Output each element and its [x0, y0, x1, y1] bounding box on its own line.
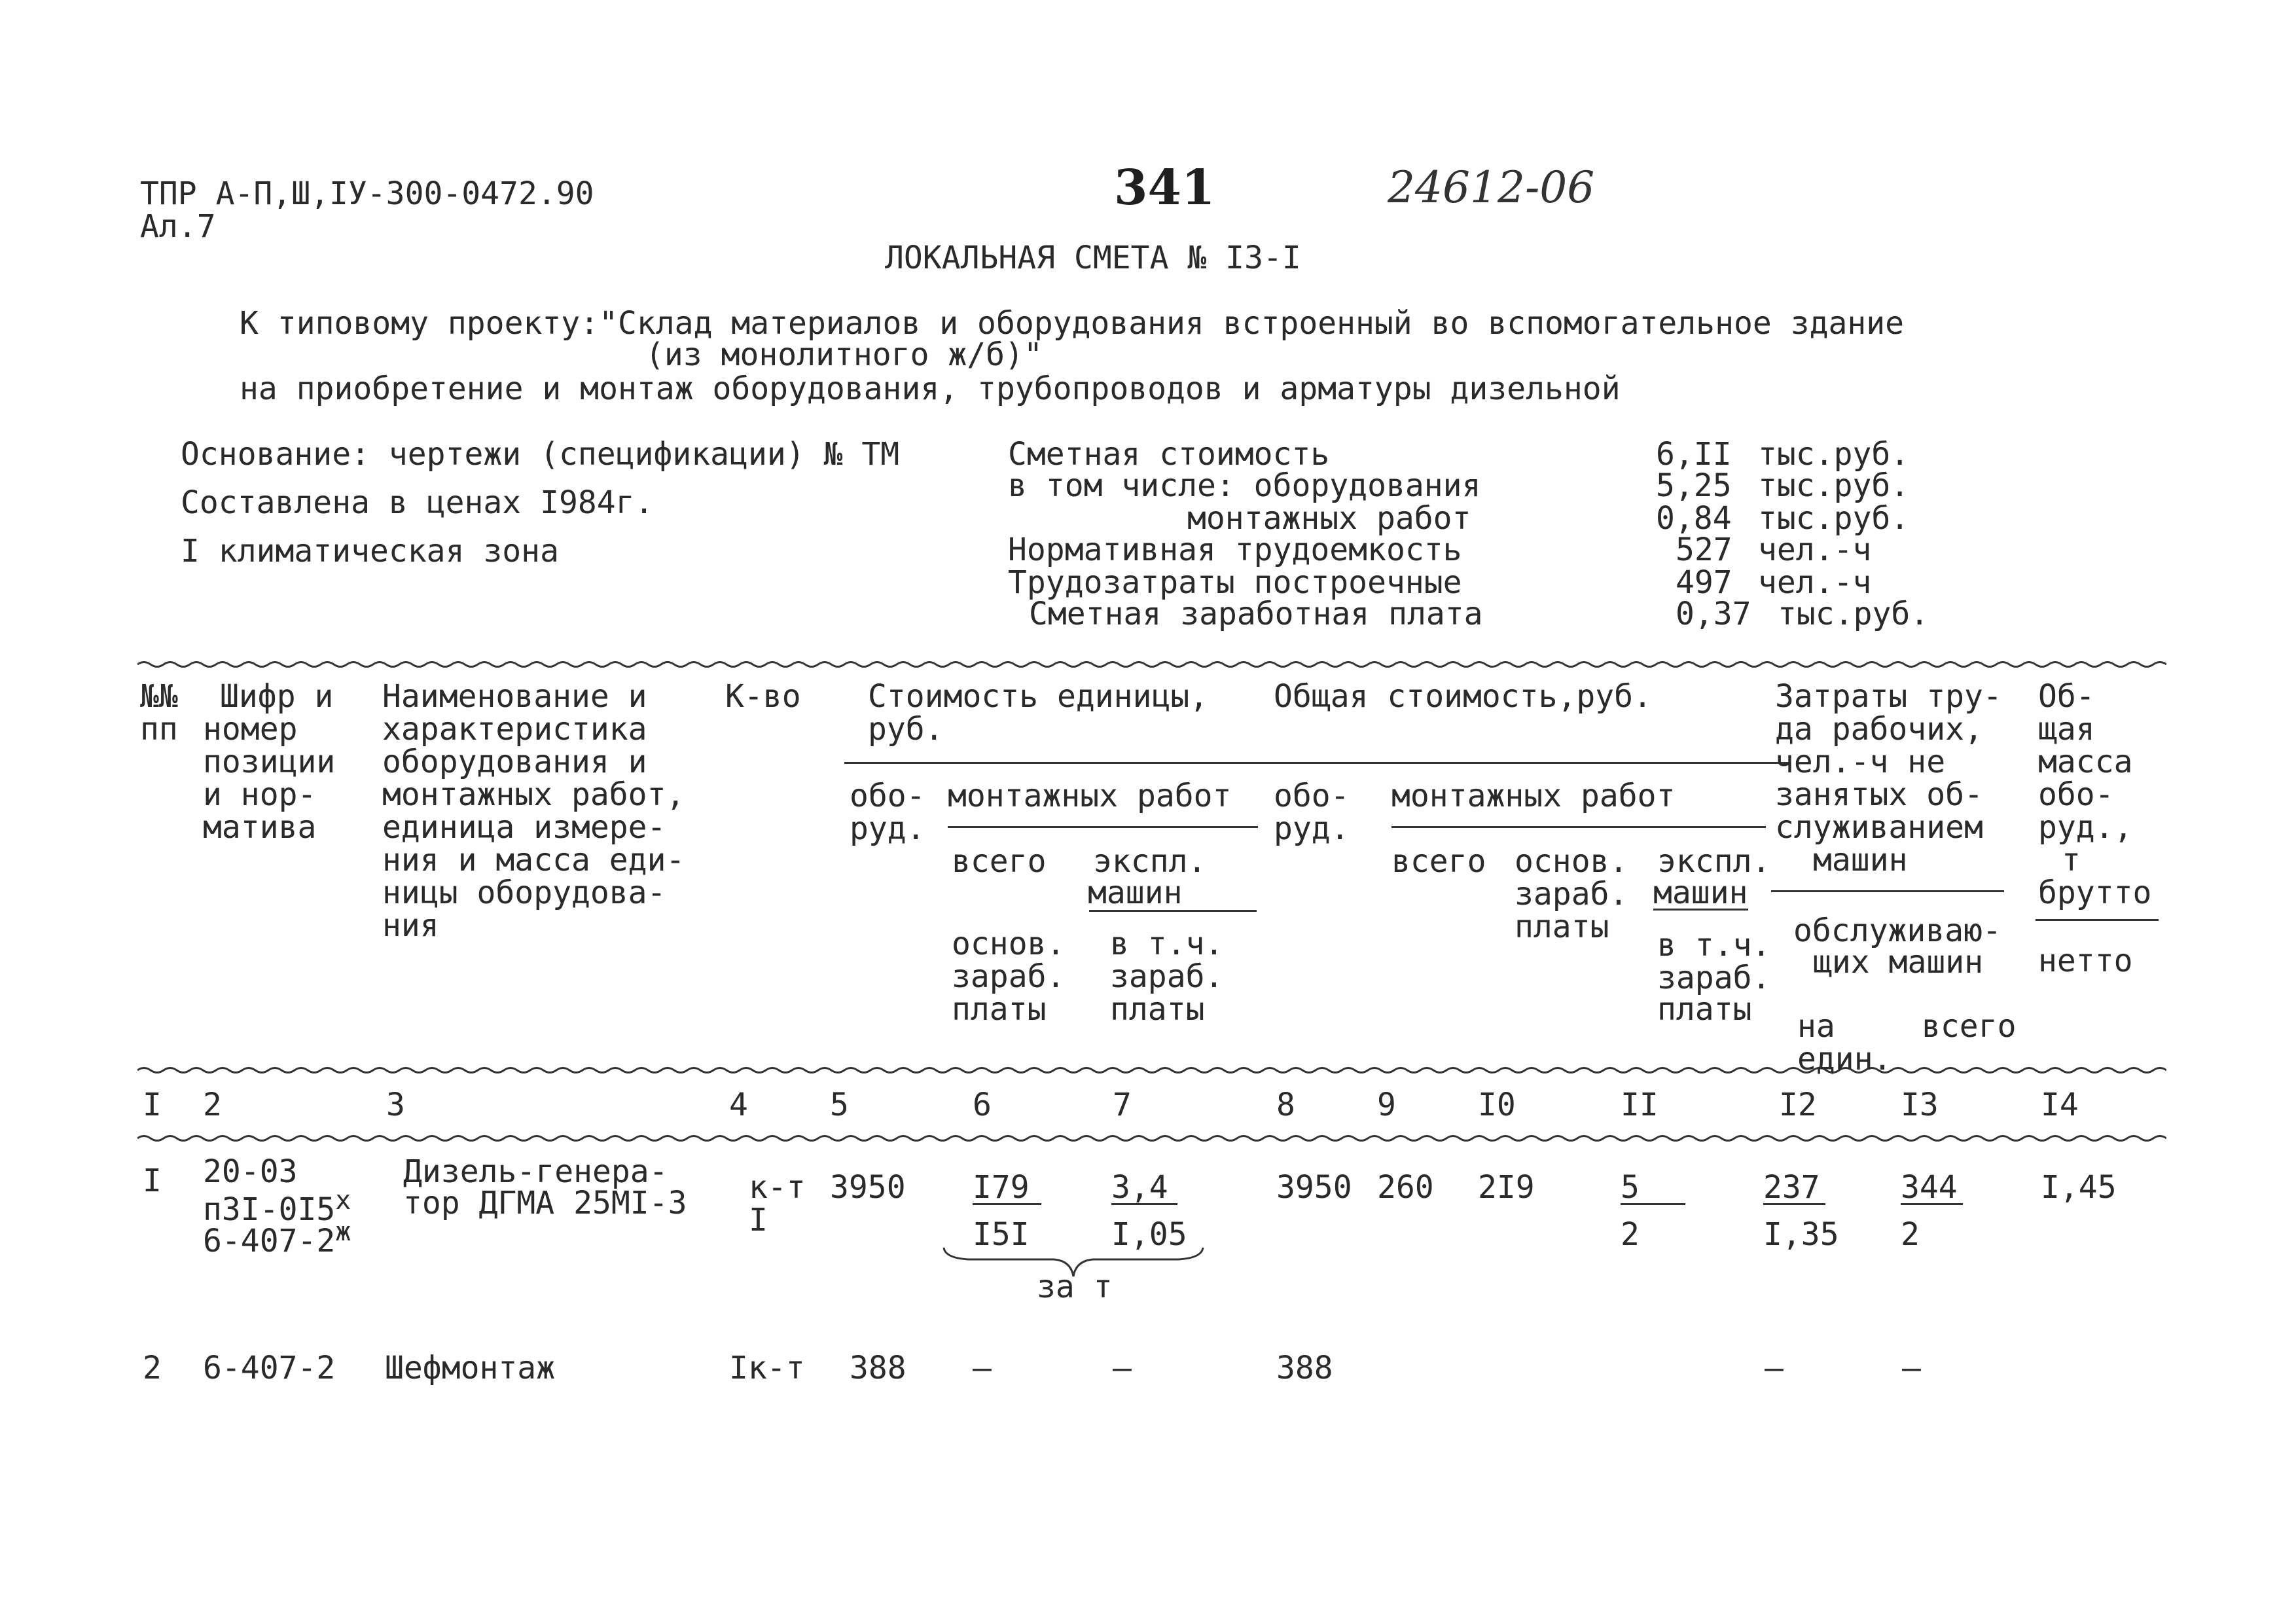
- row-number: 2: [143, 1350, 162, 1386]
- row-code-line: 20-03: [203, 1153, 298, 1190]
- row-labor-unit: 237: [1763, 1172, 1825, 1205]
- column-number: 9: [1377, 1087, 1396, 1123]
- header-install-total-all: всего: [1391, 843, 1486, 880]
- header-base-wage2-line: основ.: [1515, 843, 1628, 880]
- row-code: 6-407-2: [203, 1350, 336, 1386]
- header-rule-install-total: [1391, 826, 1766, 828]
- brace-note: за т: [1037, 1269, 1113, 1305]
- header-mach2-line: экспл.: [1657, 843, 1771, 880]
- header-incl-wage-line: зараб.: [1110, 958, 1224, 995]
- column-number: 8: [1276, 1087, 1295, 1123]
- column-number: II: [1621, 1087, 1659, 1123]
- summary-label: Сметная стоимость: [1008, 436, 1330, 473]
- column-number: I4: [2041, 1087, 2079, 1123]
- header-labor-line: Затраты тру-: [1775, 678, 2002, 715]
- header-code-line: Шифр и: [220, 678, 334, 715]
- header-equip-total: руд.: [1274, 810, 1350, 847]
- header-code-line: позиции: [203, 744, 336, 780]
- header-labor-line: служиванием: [1775, 809, 1983, 846]
- row-mach-unit: 3,4: [1111, 1172, 1177, 1205]
- header-labor-line: чел.-ч не: [1775, 744, 1946, 780]
- basis-climate-zone: I климатическая зона: [181, 533, 559, 569]
- summary-unit: тыс.руб.: [1758, 500, 1910, 537]
- table-top-rule: [137, 660, 2166, 669]
- header-base-wage-line: основ.: [952, 926, 1066, 962]
- page-number: 341: [1114, 160, 1215, 216]
- header-incl-wage-line: платы: [1110, 991, 1205, 1028]
- header-all: всего: [1922, 1008, 2017, 1045]
- header-labor-line: занятых об-: [1775, 776, 1983, 813]
- header-name-line: характеристика: [382, 711, 647, 748]
- row-qty-unit: к-т: [749, 1169, 806, 1206]
- document-title: ЛОКАЛЬНАЯ СМЕТА № I3-I: [885, 240, 1301, 276]
- header-mach-line: машин: [1088, 875, 1183, 911]
- header-name-line: монтажных работ,: [382, 776, 685, 813]
- header-labor-line: машин: [1813, 842, 1908, 878]
- summary-value: 0,84: [1656, 500, 1732, 537]
- row-number: I: [143, 1163, 162, 1199]
- column-number: 5: [830, 1087, 849, 1123]
- row-name-line: Дизель-генера-: [403, 1153, 668, 1190]
- album-label: Ал.7: [140, 208, 216, 245]
- row-install-total: 260: [1377, 1169, 1434, 1206]
- row-name-line: тор ДГМА 25МI-3: [403, 1185, 687, 1221]
- row-mach-wage-total: 2: [1621, 1216, 1640, 1253]
- header-mass-net: нетто: [2038, 943, 2133, 979]
- intro-line-3: на приобретение и монтаж оборудования, трубопроводов и арматуры дизельной: [240, 370, 1621, 407]
- row-labor-serving-unit: I,35: [1763, 1216, 1839, 1253]
- row-labor-serving-total: 2: [1901, 1216, 1920, 1253]
- summary-value: 0,37: [1676, 596, 1751, 632]
- row-name: Шефмонтаж: [385, 1350, 556, 1386]
- header-mass-line: Об-: [2038, 678, 2095, 715]
- header-equip-unit: руд.: [850, 810, 925, 847]
- header-code-line: матива: [203, 809, 317, 846]
- summary-unit: тыс.руб.: [1778, 596, 1929, 632]
- row-mass-gross: I,45: [2041, 1169, 2117, 1206]
- row-install-unit-total: –: [973, 1350, 992, 1386]
- header-base-wage2-line: платы: [1515, 909, 1609, 945]
- row-equip-total: 388: [1276, 1350, 1333, 1386]
- row-equip-unit-cost: 3950: [830, 1169, 906, 1206]
- row-code-line: п3I-0I5$^x$: [203, 1185, 351, 1228]
- row-labor-total: –: [1902, 1350, 1921, 1386]
- header-labor-line: да рабочих,: [1775, 711, 1983, 748]
- header-equip-total: обо-: [1274, 778, 1350, 814]
- header-name-line: ния и масса еди-: [382, 842, 685, 878]
- handwritten-number: 24612-06: [1388, 162, 1595, 213]
- row-mach-unit-wage: I,05: [1111, 1216, 1187, 1253]
- row-labor-total: 344: [1901, 1172, 1963, 1205]
- document-code: ТПР А-П,Ш,IУ-300-0472.90: [140, 175, 594, 212]
- header-rule-cost-groups: [844, 762, 1789, 764]
- row-base-wage-total: 2I9: [1478, 1169, 1535, 1206]
- header-incl-wage2-line: в т.ч.: [1657, 927, 1771, 964]
- header-mass-line: щая: [2038, 711, 2095, 748]
- column-number: 3: [386, 1087, 405, 1123]
- header-qty: К-во: [725, 678, 801, 715]
- row-mach-total: 5: [1621, 1172, 1685, 1205]
- column-number: I0: [1478, 1087, 1516, 1123]
- summary-value: 6,II: [1656, 436, 1732, 473]
- intro-line-1: К типовому проекту:"Склад материалов и оборудования встроенный во вспомогательное здание: [240, 305, 1905, 342]
- row-labor-unit: –: [1765, 1350, 1784, 1386]
- summary-unit: тыс.руб.: [1758, 436, 1910, 473]
- summary-label: Трудозатраты построечные: [1008, 564, 1462, 601]
- header-num-line: №№: [140, 678, 178, 715]
- intro-line-2: (из монолитного ж/б)": [645, 336, 1043, 373]
- header-mach2-line: машин: [1653, 875, 1748, 911]
- header-unit-cost-line: Стоимость единицы,: [868, 678, 1209, 715]
- summary-label: Нормативная трудоемкость: [1008, 532, 1462, 568]
- row-qty: Iк-т: [729, 1350, 805, 1386]
- column-number: 6: [973, 1087, 992, 1123]
- header-base-wage2-line: зараб.: [1515, 876, 1628, 912]
- header-mass-line: т: [2062, 842, 2081, 878]
- header-code-line: номер: [203, 711, 298, 748]
- header-unit-cost-line: руб.: [868, 711, 944, 748]
- column-number: I: [143, 1087, 162, 1123]
- summary-value: 527: [1676, 532, 1732, 568]
- header-install-total: монтажных работ: [1391, 778, 1676, 814]
- header-name-line: ния: [382, 907, 439, 944]
- header-serving-line: щих машин: [1813, 944, 1984, 981]
- summary-label: Сметная заработная плата: [1029, 596, 1483, 632]
- header-base-wage-line: зараб.: [952, 958, 1066, 995]
- header-name-line: ницы оборудова-: [382, 875, 666, 911]
- header-incl-wage-line: в т.ч.: [1110, 926, 1224, 962]
- row-equip-total: 3950: [1276, 1169, 1352, 1206]
- header-num-line: пп: [140, 711, 178, 748]
- header-incl-wage2-line: зараб.: [1657, 960, 1771, 996]
- basis-drawings: Основание: чертежи (спецификации) № ТМ: [181, 436, 900, 473]
- header-mass-line: обо-: [2038, 776, 2114, 813]
- header-equip-unit: обо-: [850, 778, 925, 814]
- header-serving-line: обслуживаю-: [1793, 912, 2001, 949]
- summary-unit: чел.-ч: [1758, 532, 1872, 568]
- summary-value: 497: [1676, 564, 1732, 601]
- summary-unit: чел.-ч: [1758, 564, 1872, 601]
- header-install-unit: монтажных работ: [948, 778, 1232, 814]
- row-equip-unit-cost: 388: [850, 1350, 906, 1386]
- header-code-line: и нор-: [203, 776, 317, 813]
- summary-label: монтажных работ: [1187, 500, 1471, 537]
- row-install-unit-base-wage: I5I: [973, 1216, 1030, 1253]
- header-install-all: всего: [952, 843, 1047, 880]
- header-incl-wage2-line: платы: [1657, 991, 1752, 1028]
- column-number: I3: [1901, 1087, 1939, 1123]
- header-name-line: Наименование и: [382, 678, 647, 715]
- column-number: I2: [1779, 1087, 1817, 1123]
- header-mass-line: брутто: [2038, 875, 2152, 911]
- row-install-unit-total: I79: [973, 1172, 1041, 1205]
- header-rule-mass: [2036, 919, 2159, 921]
- header-rule-labor: [1771, 890, 2004, 892]
- summary-value: 5,25: [1656, 467, 1732, 504]
- header-mass-line: масса: [2038, 744, 2133, 780]
- header-mach-line: экспл.: [1093, 843, 1207, 880]
- header-name-line: оборудования и: [382, 744, 647, 780]
- header-mass-line: руд.,: [2038, 809, 2133, 846]
- column-number: 4: [729, 1087, 748, 1123]
- column-number: 2: [203, 1087, 222, 1123]
- header-rule-install-unit: [948, 826, 1258, 828]
- header-base-wage-line: платы: [952, 991, 1047, 1028]
- header-name-line: единица измере-: [382, 809, 666, 846]
- header-per-unit-line: един.: [1797, 1041, 1892, 1077]
- header-per-unit-line: на: [1797, 1008, 1835, 1045]
- column-numbers-rule: [137, 1134, 2166, 1143]
- column-number: 7: [1113, 1087, 1132, 1123]
- row-qty-value: I: [749, 1202, 768, 1238]
- basis-prices: Составлена в ценах I984г.: [181, 484, 654, 521]
- row-code-line: $6-407-2^ж$: [203, 1217, 351, 1259]
- summary-label: в том числе: оборудования: [1008, 467, 1481, 504]
- header-total-cost: Общая стоимость,руб.: [1274, 678, 1652, 715]
- summary-unit: тыс.руб.: [1758, 467, 1910, 504]
- row-mach-unit: –: [1113, 1350, 1132, 1386]
